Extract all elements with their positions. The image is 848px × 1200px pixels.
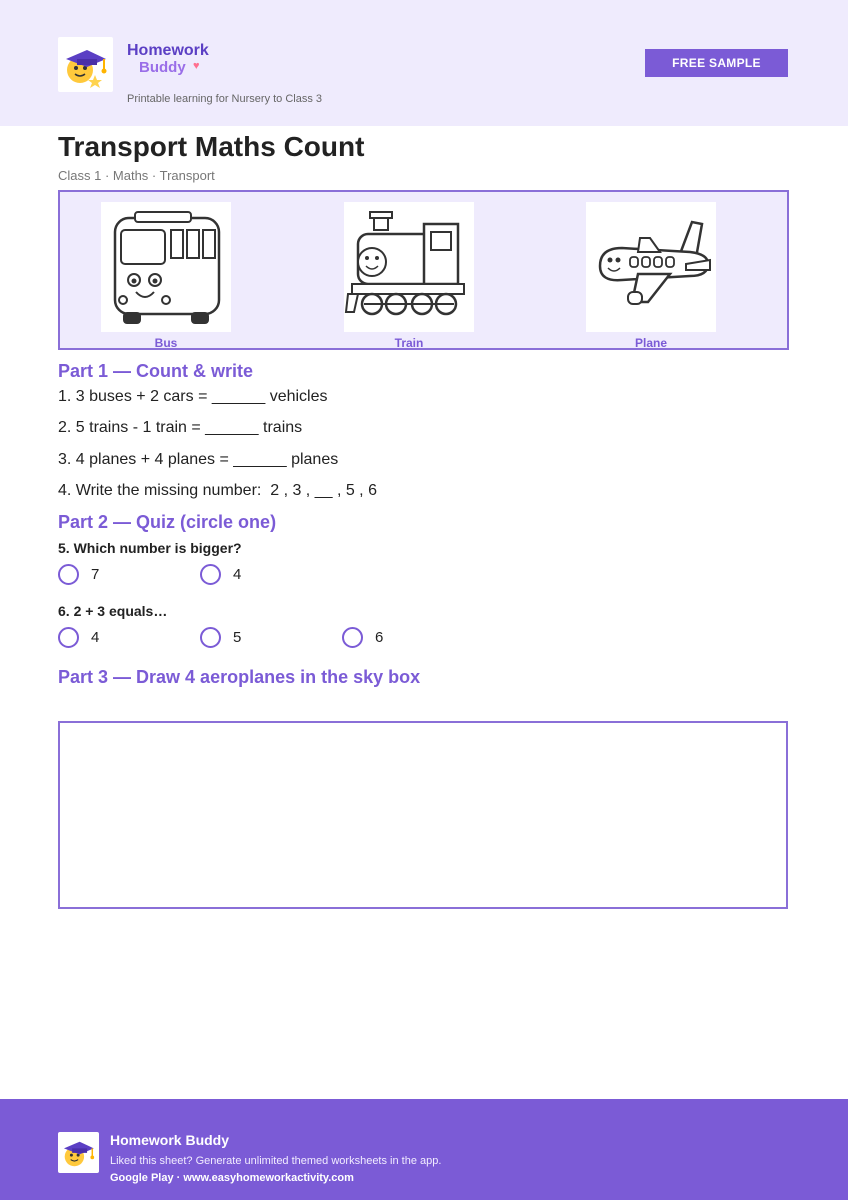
train-icon xyxy=(344,202,474,332)
picture-label-train: Train xyxy=(394,336,424,350)
radio-circle[interactable] xyxy=(200,564,221,585)
question-1: 1. 3 buses + 2 cars = ______ vehicles xyxy=(58,388,328,405)
picture-panel xyxy=(58,190,789,350)
heart-icon: ♥ xyxy=(193,60,200,72)
quiz6-option-4[interactable] xyxy=(58,627,99,648)
brand-name-line1: Homework xyxy=(127,42,209,59)
question-2: 2. 5 trains - 1 train = ______ trains xyxy=(58,419,303,436)
tagline: Printable learning for Nursery to Class 3 xyxy=(127,93,323,105)
quiz6-option-5[interactable] xyxy=(200,627,241,648)
footer-links[interactable]: Google Play · www.easyhomeworkactivity.com xyxy=(110,1172,354,1184)
footer-logo xyxy=(58,1132,99,1173)
question-3: 3. 4 planes + 4 planes = ______ planes xyxy=(58,451,339,468)
option-label: 4 xyxy=(233,566,242,583)
app-logo xyxy=(58,37,113,92)
quiz-question-5: 5. Which number is bigger? xyxy=(58,540,242,556)
radio-circle[interactable] xyxy=(200,627,221,648)
quiz5-option-4[interactable] xyxy=(200,564,241,585)
radio-circle[interactable] xyxy=(58,627,79,648)
quiz-question-6: 6. 2 + 3 equals… xyxy=(58,603,168,619)
quiz5-option-7[interactable] xyxy=(58,564,99,585)
option-label: 5 xyxy=(233,629,242,646)
page-title: Transport Maths Count xyxy=(58,131,365,162)
radio-circle[interactable] xyxy=(342,627,363,648)
brand-name-line2: Buddy xyxy=(139,59,186,76)
quiz6-option-6[interactable] xyxy=(342,627,383,648)
train-picture xyxy=(344,202,474,332)
footer-title: Homework Buddy xyxy=(110,1132,230,1148)
question-4: 4. Write the missing number: 2 , 3 , __ , 5 , 6 xyxy=(58,482,377,499)
bus-picture xyxy=(101,202,231,332)
page-header xyxy=(0,0,848,126)
radio-circle[interactable] xyxy=(58,564,79,585)
part2-heading: Part 2 — Quiz (circle one) xyxy=(58,512,277,532)
option-label: 6 xyxy=(375,629,384,646)
part3-heading: Part 3 — Draw 4 aeroplanes in the sky box xyxy=(58,667,421,687)
graduation-cap-icon xyxy=(58,37,113,92)
plane-picture xyxy=(586,202,716,332)
graduation-cap-icon xyxy=(58,1132,99,1173)
sky-drawing-box[interactable] xyxy=(58,721,788,909)
page-footer xyxy=(0,1099,848,1200)
footer-message: Liked this sheet? Generate unlimited themed worksheets in the app. xyxy=(110,1155,442,1167)
bus-icon xyxy=(101,202,231,332)
option-label: 4 xyxy=(91,629,100,646)
plane-icon xyxy=(586,202,716,332)
option-label: 7 xyxy=(91,566,100,583)
part1-heading: Part 1 — Count & write xyxy=(58,361,254,381)
page-subtitle: Class 1 · Maths · Transport xyxy=(58,168,215,183)
picture-label-plane: Plane xyxy=(634,336,667,350)
picture-label-bus: Bus xyxy=(154,336,178,350)
free-sample-badge: FREE SAMPLE xyxy=(645,49,788,77)
